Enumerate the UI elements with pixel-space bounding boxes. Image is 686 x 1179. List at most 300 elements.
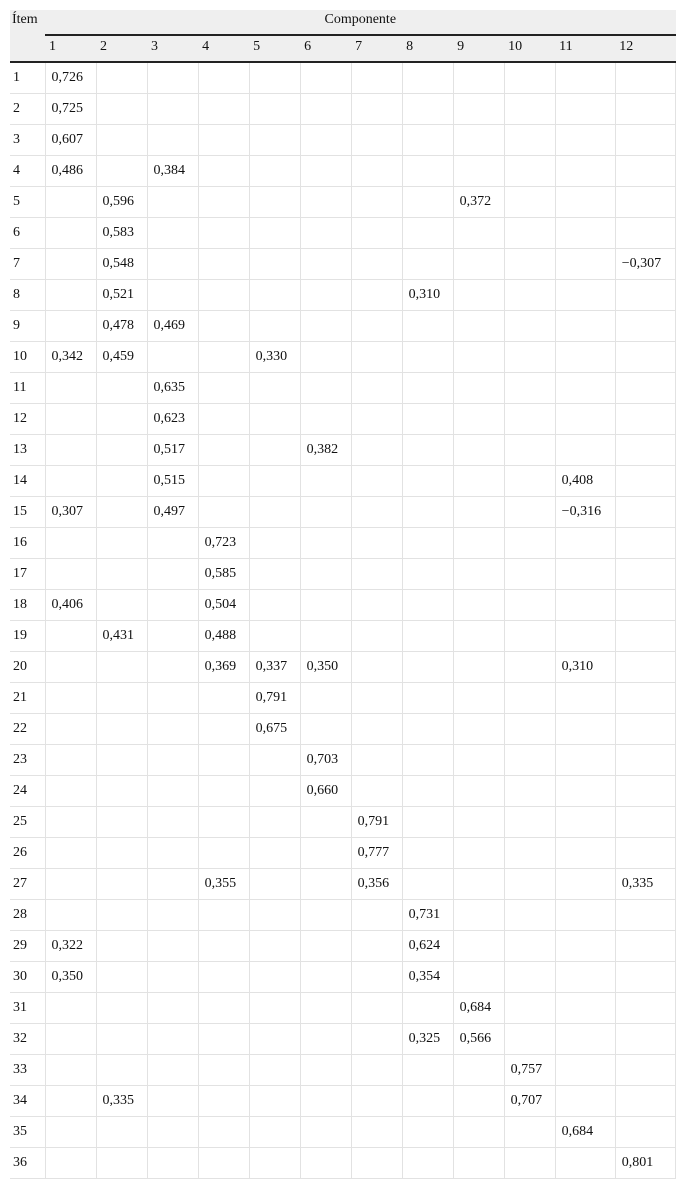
loading-cell [402,62,453,94]
loading-cell [45,373,96,404]
loading-cell [45,683,96,714]
loading-cell [96,528,147,559]
loading-cell [555,559,615,590]
loading-cell [504,652,555,683]
table-row [10,652,676,683]
loading-cell: 0,623 [147,404,198,435]
item-number-cell: 18 [10,590,45,621]
loading-cell [249,1117,300,1148]
loading-cell [351,1055,402,1086]
loading-cell [96,373,147,404]
loading-cell [453,1086,504,1117]
loading-cell [45,280,96,311]
loading-cell [402,1148,453,1179]
loading-cell [198,435,249,466]
loading-cell: 0,342 [45,342,96,373]
table-row [10,962,676,993]
loading-cell: 0,675 [249,714,300,745]
loading-cell [45,1055,96,1086]
loading-cell [300,528,351,559]
loading-cell [555,745,615,776]
loading-cell [96,931,147,962]
loading-cell [351,435,402,466]
loading-cell [615,466,675,497]
item-number-cell: 14 [10,466,45,497]
item-column-header: Ítem [10,10,45,62]
loading-cell [96,714,147,745]
loading-cell [147,62,198,94]
loading-cell [351,497,402,528]
loading-cell [504,559,555,590]
loading-cell [402,683,453,714]
loading-cell [402,497,453,528]
loading-cell [45,311,96,342]
loading-cell [453,249,504,280]
loading-cell [45,652,96,683]
loading-cell: 0,497 [147,497,198,528]
component-header-4: 4 [198,35,249,62]
item-number-cell: 30 [10,962,45,993]
loading-cell [147,187,198,218]
loading-cell [147,776,198,807]
loading-cell [615,590,675,621]
item-number-cell: 22 [10,714,45,745]
loading-cell [504,838,555,869]
loading-cell [504,1117,555,1148]
loading-cell: 0,354 [402,962,453,993]
loading-cell [249,1024,300,1055]
loading-cell [300,869,351,900]
item-number-cell: 32 [10,1024,45,1055]
loading-cell [249,1055,300,1086]
loading-cell [453,404,504,435]
loading-cell [300,1086,351,1117]
loading-cell [504,528,555,559]
loading-cell [453,373,504,404]
loading-cell [96,900,147,931]
loading-cell [300,94,351,125]
loading-cell [96,1117,147,1148]
loading-cell [198,156,249,187]
loading-cell [96,869,147,900]
loading-cell [615,404,675,435]
loading-cell [351,931,402,962]
table-row [10,156,676,187]
component-header-5: 5 [249,35,300,62]
loading-cell [96,435,147,466]
loading-cell [504,869,555,900]
loading-cell [147,1148,198,1179]
loading-cell [96,776,147,807]
loading-cell [453,621,504,652]
loading-cell: 0,726 [45,62,96,94]
loading-cell [147,807,198,838]
loading-cell [351,590,402,621]
loading-cell [453,962,504,993]
loading-cell [198,1055,249,1086]
table-row [10,311,676,342]
table-row [10,993,676,1024]
loading-cell [249,1086,300,1117]
table-row [10,559,676,590]
loading-cell [402,776,453,807]
loading-cell [453,466,504,497]
loading-cell [147,1024,198,1055]
loading-cell [300,62,351,94]
component-header-11: 11 [555,35,615,62]
loading-cell [198,311,249,342]
loading-cell [45,559,96,590]
loading-cell: 0,335 [96,1086,147,1117]
loading-cell [45,1148,96,1179]
loading-cell [45,745,96,776]
component-header-10: 10 [504,35,555,62]
loading-cell [198,683,249,714]
loading-cell [96,590,147,621]
loading-cell: 0,337 [249,652,300,683]
loading-cell [351,156,402,187]
loading-cell [147,94,198,125]
loading-cell [45,404,96,435]
table-row [10,838,676,869]
loading-cell [615,528,675,559]
table-row [10,125,676,156]
loading-cell [300,807,351,838]
loading-cell [504,466,555,497]
loading-cell [402,311,453,342]
table-row [10,590,676,621]
item-number-cell: 34 [10,1086,45,1117]
loading-cell: 0,350 [300,652,351,683]
table-row [10,435,676,466]
loading-cell [147,1117,198,1148]
loading-cell [615,621,675,652]
loading-cell [198,962,249,993]
loading-cell [96,156,147,187]
loading-cell [504,962,555,993]
loading-cell [402,838,453,869]
loading-cell [300,218,351,249]
loading-cell [147,714,198,745]
loading-cell [504,807,555,838]
loading-cell [453,559,504,590]
loading-cell [249,249,300,280]
loading-cell [198,94,249,125]
loading-cell [198,187,249,218]
table-row [10,62,676,94]
loading-cell [615,1024,675,1055]
loading-cell [96,466,147,497]
loading-cell [300,187,351,218]
table-row [10,1148,676,1179]
loading-cell [198,1086,249,1117]
item-number-cell: 10 [10,342,45,373]
loading-cell [300,466,351,497]
loading-cell [402,621,453,652]
loading-cell [453,838,504,869]
loading-cell [198,1117,249,1148]
loading-cell [504,931,555,962]
loading-cell [96,559,147,590]
loading-cell [615,125,675,156]
loading-cell [300,900,351,931]
loading-cell [351,404,402,435]
component-header-8: 8 [402,35,453,62]
table-row [10,342,676,373]
loading-cell: 0,583 [96,218,147,249]
loading-cell [615,280,675,311]
loading-cell [504,590,555,621]
loading-cell [504,187,555,218]
loading-cell [45,466,96,497]
loading-cell [147,869,198,900]
loading-cell [615,652,675,683]
loading-cell [504,745,555,776]
loading-cell [198,125,249,156]
loading-cell [453,1055,504,1086]
loading-cell [504,683,555,714]
loading-cell: 0,791 [249,683,300,714]
loading-cell [96,993,147,1024]
loading-cell [555,1148,615,1179]
loading-cell [249,280,300,311]
loading-cell: 0,548 [96,249,147,280]
loading-cell [504,62,555,94]
loading-cell [615,187,675,218]
loading-cell [555,962,615,993]
loading-cell [45,838,96,869]
item-number-cell: 8 [10,280,45,311]
table-row [10,869,676,900]
loading-cell [249,94,300,125]
item-number-cell: 16 [10,528,45,559]
table-row [10,1024,676,1055]
item-number-cell: 9 [10,311,45,342]
loading-cell [45,435,96,466]
loading-cell [351,62,402,94]
loading-cell [504,776,555,807]
loading-cell [198,280,249,311]
loading-cell [45,621,96,652]
component-header-7: 7 [351,35,402,62]
loading-cell [555,342,615,373]
loading-cell [555,621,615,652]
loading-cell: 0,684 [555,1117,615,1148]
loading-cell [402,652,453,683]
loading-cell [615,62,675,94]
loading-cell [300,590,351,621]
loading-cell [555,931,615,962]
loading-cell [402,342,453,373]
table-row [10,807,676,838]
loading-cell [402,1117,453,1148]
loading-cell [147,342,198,373]
loading-cell [96,1148,147,1179]
loading-cell [198,900,249,931]
loading-cell [555,714,615,745]
loading-cell [504,404,555,435]
table-row [10,621,676,652]
item-number-cell: 25 [10,807,45,838]
table-row [10,683,676,714]
item-number-cell: 28 [10,900,45,931]
loading-cell [351,280,402,311]
loading-cell [402,249,453,280]
loading-cell [147,900,198,931]
loading-cell [555,1086,615,1117]
loading-cell [249,559,300,590]
table-row [10,528,676,559]
loading-cell [504,621,555,652]
loading-cell [453,497,504,528]
component-header-2: 2 [96,35,147,62]
loading-cell [402,404,453,435]
table-row [10,404,676,435]
loading-cell [147,280,198,311]
loading-cell [555,187,615,218]
loading-cell: 0,703 [300,745,351,776]
loading-cell [402,807,453,838]
item-number-cell: 11 [10,373,45,404]
table-row [10,373,676,404]
item-number-cell: 2 [10,94,45,125]
item-number-cell: 27 [10,869,45,900]
loading-cell: 0,335 [615,869,675,900]
loading-cell [504,435,555,466]
loading-cell: 0,310 [555,652,615,683]
loading-cell [615,156,675,187]
loading-cell [198,1024,249,1055]
item-number-cell: 21 [10,683,45,714]
loading-cell: 0,585 [198,559,249,590]
loading-cell [300,497,351,528]
component-loadings-table [10,10,676,1179]
loading-cell [249,931,300,962]
loading-cell [198,342,249,373]
loading-cell: 0,369 [198,652,249,683]
loading-cell [615,1117,675,1148]
item-number-cell: 7 [10,249,45,280]
loading-cell [249,528,300,559]
loading-cell: 0,607 [45,125,96,156]
table-row [10,900,676,931]
loading-cell [249,62,300,94]
loading-cell: 0,408 [555,466,615,497]
loading-cell [147,931,198,962]
loading-cell [45,187,96,218]
table-row [10,1086,676,1117]
table-body [10,62,676,1179]
item-number-cell: 3 [10,125,45,156]
loading-cell [45,1117,96,1148]
loading-cell [147,652,198,683]
loading-cell [300,962,351,993]
loading-cell [504,900,555,931]
loading-cell [249,962,300,993]
loading-cell [249,373,300,404]
item-number-cell: 33 [10,1055,45,1086]
loading-cell: 0,515 [147,466,198,497]
loading-cell [453,528,504,559]
loading-cell [96,652,147,683]
loading-cell [351,1024,402,1055]
loading-cell [45,993,96,1024]
header-row-group [10,10,676,35]
loading-cell [555,125,615,156]
loading-cell [351,652,402,683]
loading-cell [504,1024,555,1055]
loading-cell [555,528,615,559]
loading-cell [300,1055,351,1086]
table-row [10,466,676,497]
loading-cell [453,125,504,156]
component-header-1: 1 [45,35,96,62]
loading-cell [555,1024,615,1055]
loading-cell [351,249,402,280]
loading-cell: 0,757 [504,1055,555,1086]
loading-cell [351,621,402,652]
item-number-cell: 1 [10,62,45,94]
loading-cell [504,1148,555,1179]
component-header-9: 9 [453,35,504,62]
loading-cell [504,280,555,311]
loading-cell [402,94,453,125]
loading-cell [198,807,249,838]
loading-cell [555,900,615,931]
item-number-cell: 6 [10,218,45,249]
loading-cell [555,683,615,714]
loading-cell [300,249,351,280]
loading-cell: 0,725 [45,94,96,125]
loading-cell [147,745,198,776]
loading-cell [453,311,504,342]
loading-cell [300,280,351,311]
loading-cell [555,776,615,807]
loading-cell: 0,521 [96,280,147,311]
loading-cell: 0,635 [147,373,198,404]
loading-cell [615,435,675,466]
loading-cell [504,373,555,404]
loading-cell [249,869,300,900]
loading-cell [453,342,504,373]
loading-cell: 0,431 [96,621,147,652]
loading-cell [453,156,504,187]
table-row [10,218,676,249]
item-number-cell: 5 [10,187,45,218]
loading-cell [45,1086,96,1117]
table-row [10,1055,676,1086]
loading-cell [96,683,147,714]
loading-cell [300,342,351,373]
loading-cell [249,807,300,838]
loading-cell [351,1148,402,1179]
loading-cell [555,838,615,869]
loading-cell [453,683,504,714]
item-number-cell: 20 [10,652,45,683]
loading-cell: 0,596 [96,187,147,218]
loading-cell [504,993,555,1024]
loading-cell [45,776,96,807]
item-number-cell: 19 [10,621,45,652]
loading-cell: 0,707 [504,1086,555,1117]
loading-cell: 0,310 [402,280,453,311]
loading-cell [351,466,402,497]
loading-cell [300,683,351,714]
table-row [10,714,676,745]
loading-cell [351,342,402,373]
loading-cell: 0,684 [453,993,504,1024]
loading-cell: 0,459 [96,342,147,373]
